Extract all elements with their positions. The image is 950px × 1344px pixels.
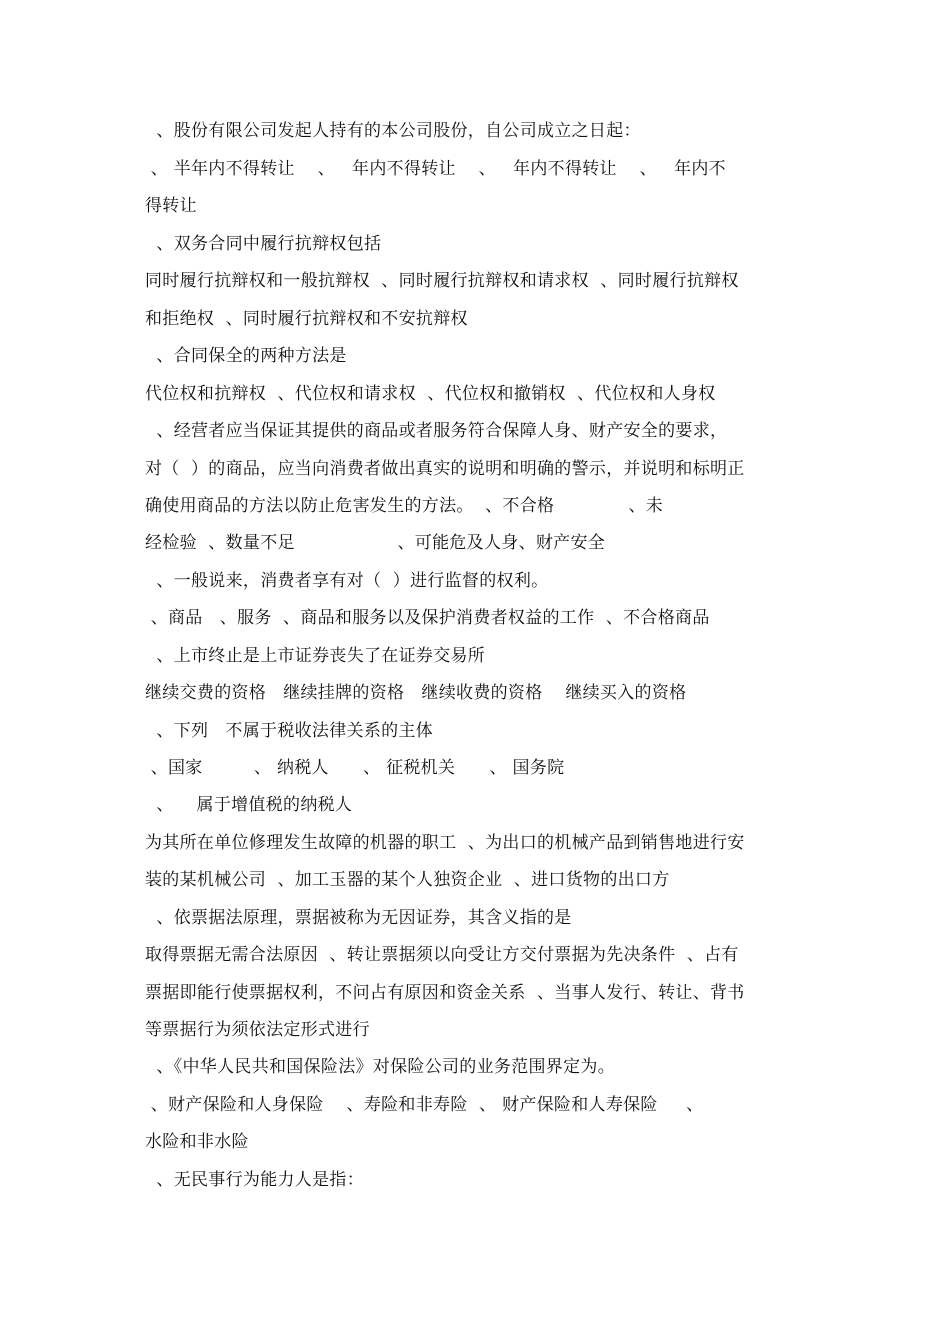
text-line: 代位权和抗辩权 、代位权和请求权 、代位权和撤销权 、代位权和人身权 (145, 384, 716, 404)
text-line: 继续交费的资格 继续挂牌的资格 继续收费的资格 继续买入的资格 (145, 683, 687, 703)
text-line: 、财产保险和人身保险 、寿险和非寿险 、 财产保险和人寿保险 、 (145, 1095, 704, 1115)
text-line: 取得票据无需合法原因 、转让票据须以向受让方交付票据为先决条件 、占有 (145, 945, 739, 965)
text-line: 、《中华人民共和国保险法》对保险公司的业务范围界定为。 (145, 1057, 616, 1077)
text-line: 、依票据法原理，票据被称为无因证券，其含义指的是 (145, 908, 572, 928)
text-line: 、一般说来，消费者享有对（ ）进行监督的权利。 (145, 571, 549, 591)
text-line: 、经营者应当保证其提供的商品或者服务符合保障人身、财产安全的要求， (145, 421, 728, 441)
text-line: 水险和非水险 (145, 1132, 249, 1152)
text-line: 、上市终止是上市证券丧失了在证券交易所 (145, 646, 486, 666)
text-line: 、 半年内不得转让 、 年内不得转让 、 年内不得转让 、 年内不 (145, 159, 726, 179)
text-line: 、无民事行为能力人是指： (145, 1170, 365, 1190)
text-line: 、合同保全的两种方法是 (145, 346, 347, 366)
text-line: 、国家 、 纳税人 、 征税机关 、 国务院 (145, 758, 565, 778)
text-line: 装的某机械公司 、加工玉器的某个人独资企业 、进口货物的出口方 (145, 870, 670, 890)
text-line: 为其所在单位修理发生故障的机器的职工 、为出口的机械产品到销售地进行安 (145, 833, 745, 853)
text-line: 确使用商品的方法以防止危害发生的方法。 、不合格 、未 (145, 496, 664, 516)
text-line: 得转让 (145, 196, 197, 216)
text-line: 对（ ）的商品，应当向消费者做出真实的说明和明确的警示，并说明和标明正 (145, 459, 745, 479)
text-line: 同时履行抗辩权和一般抗辩权 、同时履行抗辩权和请求权 、同时履行抗辩权 (145, 271, 739, 291)
text-line: 经检验 、数量不足 、可能危及人身、财产安全 (145, 533, 606, 553)
text-line: 和拒绝权 、同时履行抗辩权和不安抗辩权 (145, 309, 468, 329)
text-line: 、商品 、服务 、商品和服务以及保护消费者权益的工作 、不合格商品 (145, 608, 710, 628)
text-line: 、双务合同中履行抗辩权包括 (145, 234, 382, 254)
text-line: 、下列 不属于税收法律关系的主体 (145, 721, 434, 741)
text-line: 等票据行为须依法定形式进行 (145, 1020, 370, 1040)
text-line: 、股份有限公司发起人持有的本公司股份，自公司成立之日起： (145, 121, 641, 141)
text-line: 、 属于增值税的纳税人 (145, 795, 353, 815)
text-line: 票据即能行使票据权利，不问占有原因和资金关系 、当事人发行、转让、背书 (145, 983, 745, 1003)
